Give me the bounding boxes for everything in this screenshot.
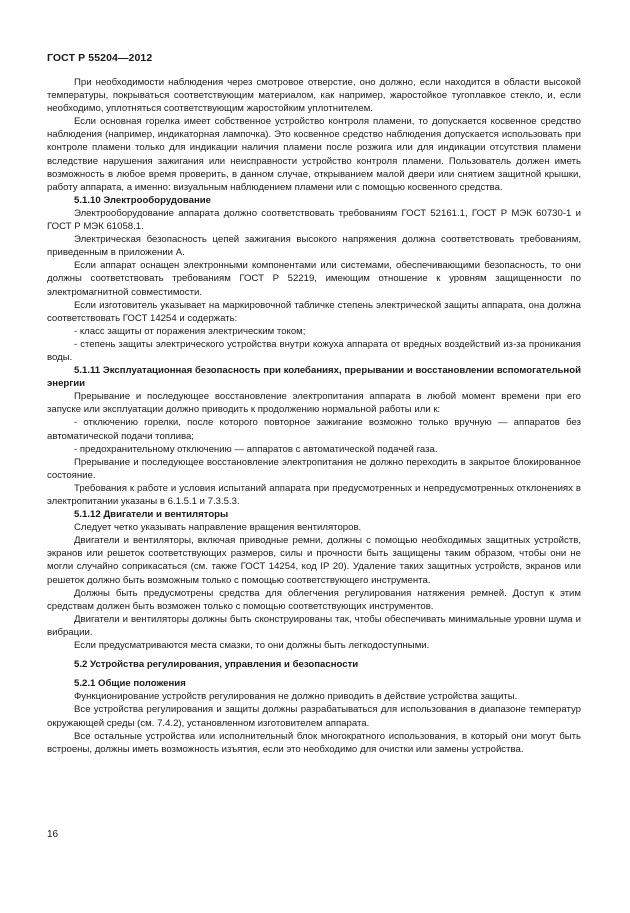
paragraph: Двигатели и вентиляторы должны быть сконструированы так, чтобы обеспечивать минимальные уровни шума и вибрации. bbox=[47, 613, 581, 638]
section-heading-5-2: 5.2 Устройства регулирования, управления и безопасности bbox=[74, 659, 359, 671]
paragraph: Если предусматриваются места смазки, то они должны быть легкодоступными. bbox=[74, 640, 430, 652]
section-heading-5-1-11: 5.1.11 Эксплуатационная безопасность при колебаниях, прерывании и восстановлении вспомогательной энергии bbox=[47, 365, 581, 390]
section-heading-5-1-10: 5.1.10 Электрооборудование bbox=[74, 194, 212, 206]
list-item: - класс защиты от поражения электрическим током; bbox=[74, 325, 306, 337]
list-item: - отключению горелки, после которого повторное зажигание возможно только вручную — аппаратов без автоматической подачи топлива; bbox=[47, 417, 581, 442]
standard-header: ГОСТ Р 55204—2012 bbox=[47, 52, 153, 64]
paragraph: Двигатели и вентиляторы, включая приводные ремни, должны с помощью необходимых защитных устройств, экранов или решеток соответствующих размеров, силы и прочности быть защищены таким образом, чтобы они не могли случайно соприкасаться (см. также ГОСТ 14254, код IP 20). Удаление таких защитных устройств, экранов или решеток должно быть возможным только с помощью соответствующего инструмента. bbox=[47, 535, 581, 586]
paragraph: Функционирование устройств регулирования не должно приводить в действие устройства защиты. bbox=[74, 691, 518, 703]
paragraph: Требования к работе и условия испытаний аппарата при предусмотренных и непредусмотренных отклонениях в электропитании указаны в 6.1.5.1 и 7.3.5.3. bbox=[47, 482, 581, 507]
paragraph: Если аппарат оснащен электронными компонентами или системами, обеспечивающими безопасность, то они должны соответствовать требованиям ГОСТ Р 52219, имеющим отношение к уровням защищенности по электромагнитной совместимости. bbox=[47, 260, 581, 298]
paragraph: Все остальные устройства или исполнительный блок многократного использования, в который они могут быть встроены, должны иметь возможность изъятия, если это необходимо для очистки или замены устройства. bbox=[47, 730, 581, 755]
paragraph: Если изготовитель указывает на маркировочной табличке степень электрической защиты аппарата, она должна соответствовать ГОСТ 14254 и содержать: bbox=[47, 299, 581, 324]
paragraph: При необходимости наблюдения через смотровое отверстие, оно должно, если находится в области высокой температуры, покрываться соответствующим материалом, как например, жаростойкое тугоплавкое стекло, и, если необходимо, уплотняться соответствующим жаростойким уплотнителем. bbox=[47, 77, 581, 115]
section-heading-5-1-12: 5.1.12 Двигатели и вентиляторы bbox=[74, 509, 229, 521]
section-heading-5-2-1: 5.2.1 Общие положения bbox=[74, 678, 186, 690]
paragraph: Прерывание и последующее восстановление электропитания не должно переходить в закрытое блокированное состояние. bbox=[47, 456, 581, 481]
page-number: 16 bbox=[47, 829, 59, 840]
paragraph: Все устройства регулирования и защиты должны разрабатываться для использования в диапазоне температур окружающей среды (см. 7.4.2), установленном изготовителем аппарата. bbox=[47, 704, 581, 729]
list-item: - предохранительному отключению — аппаратов с автоматической подачей газа. bbox=[74, 443, 438, 455]
paragraph: Следует четко указывать направление вращения вентиляторов. bbox=[74, 522, 362, 534]
list-item: - степень защиты электрического устройства внутри кожуха аппарата от вредных воздействий из-за проникания воды. bbox=[47, 338, 581, 363]
paragraph: Должны быть предусмотрены средства для облегчения регулирования натяжения ремней. Доступ к этим средствам должен быть возможен только с помощью соответствующих инструментов. bbox=[47, 587, 581, 612]
page-body bbox=[47, 76, 581, 756]
paragraph: Прерывание и последующее восстановление электропитания аппарата в любой момент времени при его запуске или эксплуатации должно приводить к продолжению нормальной работы или к: bbox=[47, 391, 581, 416]
paragraph: Если основная горелка имеет собственное устройство контроля пламени, то допускается косвенное средство наблюдения (например, индикаторная лампочка). Это косвенное средство наблюдения допускается использовать при контроле пламени только для индикации наличия пламени после розжига или для индикации отсутствия пламени вследствие нарушения зажигания или неисправности устройство контроля пламени. Пользователь должен иметь возможность в любое время проверить, в данном случае, открыванием малой двери или снятием защитной крышки, работу аппарата, а именно: визуальным наблюдением пламени или с помощью косвенного средства. bbox=[47, 116, 581, 193]
paragraph: Электрооборудование аппарата должно соответствовать требованиям ГОСТ 52161.1, ГОСТ Р МЭК 60730-1 и ГОСТ Р МЭК 61058.1. bbox=[47, 207, 581, 233]
paragraph: Электрическая безопасность цепей зажигания высокого напряжения должна соответствовать требованиям, приведенным в приложении А. bbox=[47, 234, 581, 259]
